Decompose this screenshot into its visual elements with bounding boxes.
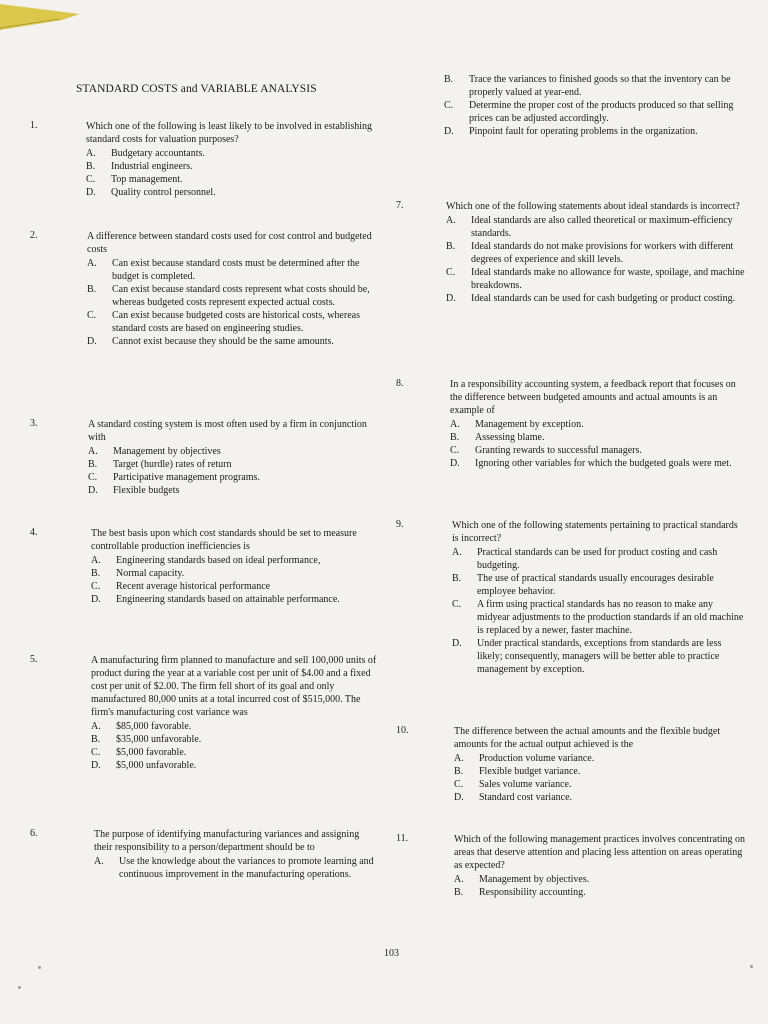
option-d[interactable]: D. Pinpoint fault for operating problems in the organization.	[444, 126, 698, 137]
page-number: 103	[384, 948, 399, 959]
option-b[interactable]: B. Trace the variances to finished goods so that the inventory can be properly valued at year-end.	[444, 74, 731, 98]
option-c[interactable]: C. Top management.	[86, 174, 183, 185]
option-b[interactable]: B. Ideal standards do not make provisions for workers with different degrees of experience and skill levels.	[446, 241, 734, 265]
question-number: 3.	[30, 418, 38, 429]
option-d[interactable]: D. Under practical standards, exceptions from standards are less likely; consequently, managers will be better able to practice management by exception.	[452, 638, 722, 675]
option-b[interactable]: B. Responsibility accounting.	[454, 887, 586, 898]
option-c[interactable]: C. Participative management programs.	[88, 472, 260, 483]
option-d[interactable]: D. Engineering standards based on attainable performance.	[91, 594, 340, 605]
question-number: 10.	[396, 725, 409, 736]
question-number: 11.	[396, 833, 409, 844]
option-b[interactable]: B. Flexible budget variance.	[454, 766, 581, 777]
question-stem: The difference between the actual amounts and the flexible budget amounts for the actual output achieved is the	[454, 726, 721, 750]
option-d[interactable]: D. Standard cost variance.	[454, 792, 573, 803]
scan-speck	[38, 966, 41, 969]
option-a[interactable]: A. Budgetary accountants.	[86, 148, 205, 159]
document-title: STANDARD COSTS and VARIABLE ANALYSIS	[76, 83, 317, 95]
question-number: 9.	[396, 519, 404, 530]
option-c[interactable]: C. Can exist because budgeted costs are historical costs, whereas standard costs are based on engineering studies.	[87, 310, 360, 334]
option-b[interactable]: B. Can exist because standard costs represent what costs should be, whereas budgeted costs represent expected actual costs.	[87, 284, 370, 308]
question-number: 8.	[396, 378, 404, 389]
option-d[interactable]: D. $5,000 unfavorable.	[91, 760, 197, 771]
option-a[interactable]: A. Production volume variance.	[454, 753, 595, 764]
option-c[interactable]: C. A firm using practical standards has no reason to make any midyear adjustments to the production standards if an old machine is replaced by a newer, faster machine.	[452, 599, 744, 636]
option-d[interactable]: D. Cannot exist because they should be the same amounts.	[87, 336, 334, 347]
question-number: 7.	[396, 200, 404, 211]
option-c[interactable]: C. Granting rewards to successful managers.	[450, 445, 642, 456]
option-d[interactable]: D. Ignoring other variables for which the budgeted goals were met.	[450, 458, 732, 469]
option-b[interactable]: B. The use of practical standards usually encourages desirable employee behavior.	[452, 573, 714, 597]
option-d[interactable]: D. Ideal standards can be used for cash budgeting or product costing.	[446, 293, 736, 304]
option-d[interactable]: D. Flexible budgets	[88, 485, 180, 496]
question-stem: Which one of the following statements pertaining to practical standards is incorrect?	[452, 520, 738, 544]
question-stem: Which one of the following is least likely to be involved in establishing standard costs for valuation purposes?	[86, 121, 373, 145]
scan-speck	[18, 986, 21, 989]
option-d[interactable]: D. Quality control personnel.	[86, 187, 216, 198]
option-c[interactable]: C. Determine the proper cost of the products produced so that selling prices can be adjusted accordingly.	[444, 100, 734, 124]
option-a[interactable]: A. Management by objectives.	[454, 874, 590, 885]
option-a[interactable]: A. Ideal standards are also called theoretical or maximum-efficiency standards.	[446, 215, 733, 239]
option-a[interactable]: A. Engineering standards based on ideal performance,	[91, 555, 321, 566]
option-a[interactable]: A. Can exist because standard costs must be determined after the budget is completed.	[87, 258, 360, 282]
option-b[interactable]: B. Normal capacity.	[91, 568, 185, 579]
question-stem: A standard costing system is most often used by a firm in conjunction with	[88, 419, 367, 443]
option-c[interactable]: C. $5,000 favorable.	[91, 747, 187, 758]
question-stem: A manufacturing firm planned to manufacture and sell 100,000 units of product during the year at a variable cost per unit of $4.00 and a fixed cost per unit of $2.00. The firm fell short of its goal and only manufactured 80,000 units at a total incurred cost of $515,000. The firm's manufacturing cost variance was	[91, 655, 377, 718]
question-stem: In a responsibility accounting system, a feedback report that focuses on the difference between budgeted amounts and actual amounts is an example of	[450, 379, 736, 416]
option-a[interactable]: A. Management by exception.	[450, 419, 584, 430]
scan-speck	[750, 965, 753, 968]
option-b[interactable]: B. $35,000 unfavorable.	[91, 734, 202, 745]
question-number: 1.	[30, 120, 38, 131]
question-stem: A difference between standard costs used for cost control and budgeted costs	[87, 231, 372, 255]
question-stem: The purpose of identifying manufacturing variances and assigning their responsibility to a person/department should be to	[94, 829, 360, 853]
option-b[interactable]: B. Target (hurdle) rates of return	[88, 459, 232, 470]
question-stem: The best basis upon which cost standards should be set to measure controllable production inefficiencies is	[91, 528, 357, 552]
question-number: 4.	[30, 527, 38, 538]
option-c[interactable]: C. Ideal standards make no allowance for waste, spoilage, and machine breakdowns.	[446, 267, 745, 291]
option-c[interactable]: C. Sales volume variance.	[454, 779, 572, 790]
option-a[interactable]: A. Use the knowledge about the variances to promote learning and continuous improvement in the manufacturing operations.	[94, 856, 374, 880]
option-a[interactable]: A. Practical standards can be used for product costing and cash budgeting.	[452, 547, 718, 571]
option-b[interactable]: B. Assessing blame.	[450, 432, 545, 443]
question-number: 2.	[30, 230, 38, 241]
question-stem: Which of the following management practices involves concentrating on areas that deserve attention and placing less attention on areas operating as expected?	[454, 834, 746, 871]
question-stem: Which one of the following statements about ideal standards is incorrect?	[446, 201, 740, 212]
option-c[interactable]: C. Recent average historical performance	[91, 581, 271, 592]
option-a[interactable]: A. Management by objectives	[88, 446, 221, 457]
page-corner-tab	[0, 0, 90, 30]
option-b[interactable]: B. Industrial engineers.	[86, 161, 193, 172]
question-number: 6.	[30, 828, 38, 839]
question-number: 5.	[30, 654, 38, 665]
option-a[interactable]: A. $85,000 favorable.	[91, 721, 192, 732]
